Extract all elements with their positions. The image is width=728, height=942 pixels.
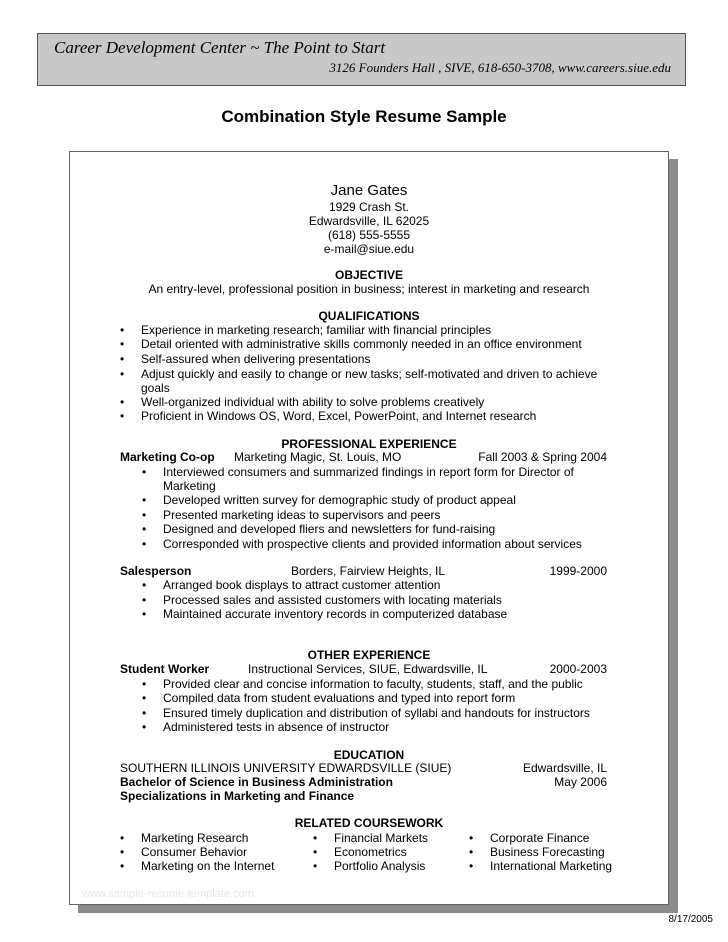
other-experience-heading: OTHER EXPERIENCE [307,648,431,662]
list-item: • Maintained accurate inventory records in computerized database [142,607,508,621]
job3-dates: 2000-2003 [549,662,607,676]
list-item: • Business Forecasting [469,845,605,859]
specializations: Specializations in Marketing and Finance [120,789,355,803]
list-item: • Experience in marketing research; familiar with financial principles [120,323,492,337]
job1-employer: Marketing Magic, St. Louis, MO [234,450,402,464]
list-item: • Provided clear and concise information to faculty, students, staff, and the public [142,677,583,691]
list-item: • Self-assured when delivering presentations [120,352,371,366]
banner-title: Career Development Center ~ The Point to Start [54,38,386,57]
list-item: • Corporate Finance [469,831,590,845]
list-item: • Interviewed consumers and summarized findings in report form for Director of [142,465,574,479]
resume-paper [69,151,669,905]
resume-email: e-mail@siue.edu [323,242,415,256]
job2-title: Salesperson [120,564,192,578]
list-item: • Detail oriented with administrative skills commonly needed in an office environment [120,337,582,351]
objective-heading: OBJECTIVE [334,268,403,282]
objective-text: An entry-level, professional position in business; interest in marketing and research [148,282,590,296]
list-item: • Consumer Behavior [120,845,248,859]
professional-experience-heading: PROFESSIONAL EXPERIENCE [281,437,457,451]
list-item: • Arranged book displays to attract customer attention [142,578,441,592]
document-title: Combination Style Resume Sample [221,107,507,126]
list-item: • Marketing Research [120,831,249,845]
list-item: • Designed and developed fliers and newsletters for fund-raising [142,522,496,536]
resume-name: Jane Gates [330,182,408,199]
job1-dates: Fall 2003 & Spring 2004 [478,450,607,464]
watermark: www.sample-resume-template.com [82,888,254,900]
list-item: • Marketing on the Internet [120,859,275,873]
coursework-heading: RELATED COURSEWORK [294,816,444,830]
list-item: • Processed sales and assisted customers with locating materials [142,593,502,607]
job2-employer: Borders, Fairview Heights, IL [291,564,446,578]
list-item: • Portfolio Analysis [313,859,426,873]
list-item: • Adjust quickly and easily to change or new tasks; self-motivated and driven to achieve [120,367,598,381]
list-item: • Compiled data from student evaluations and typed into report form [142,691,516,705]
header-banner [37,33,686,86]
banner-address: 3126 Founders Hall , SIVE, 618-650-3708, www.careers.siue.edu [329,60,671,75]
list-item: • Financial Markets [313,831,429,845]
resume-city: Edwardsville, IL 62025 [308,214,430,228]
resume-phone: (618) 555-5555 [327,228,411,242]
list-item: • Developed written survey for demographic study of product appeal [142,493,516,507]
job1-title: Marketing Co-op [120,450,215,464]
education-heading: EDUCATION [333,748,405,762]
date-stamp: 8/17/2005 [668,914,713,925]
resume-street: 1929 Crash St. [328,200,410,214]
list-item-continuation: Marketing [163,479,216,493]
degree-date: May 2006 [554,775,607,789]
job3-title: Student Worker [120,662,210,676]
list-item: • International Marketing [469,859,613,873]
school-location: Edwardsville, IL [522,761,607,775]
list-item: • Ensured timely duplication and distribution of syllabi and handouts for instructors [142,706,590,720]
list-item: • Proficient in Windows OS, Word, Excel, PowerPoint, and Internet research [120,409,537,423]
job3-employer: Instructional Services, SIUE, Edwardsville, IL [248,662,488,676]
list-item: • Administered tests in absence of instructor [142,720,390,734]
school-name: SOUTHERN ILLINOIS UNIVERSITY EDWARDSVILLE (SIUE) [120,761,452,775]
list-item-continuation: goals [141,381,170,395]
list-item: • Econometrics [313,845,407,859]
list-item: • Corresponded with prospective clients and provided information about services [142,537,582,551]
degree: Bachelor of Science in Business Administration [120,775,393,789]
list-item: • Well-organized individual with ability to solve problems creatively [120,395,485,409]
job2-dates: 1999-2000 [549,564,607,578]
qualifications-heading: QUALIFICATIONS [318,309,420,323]
list-item: • Presented marketing ideas to supervisors and peers [142,508,441,522]
